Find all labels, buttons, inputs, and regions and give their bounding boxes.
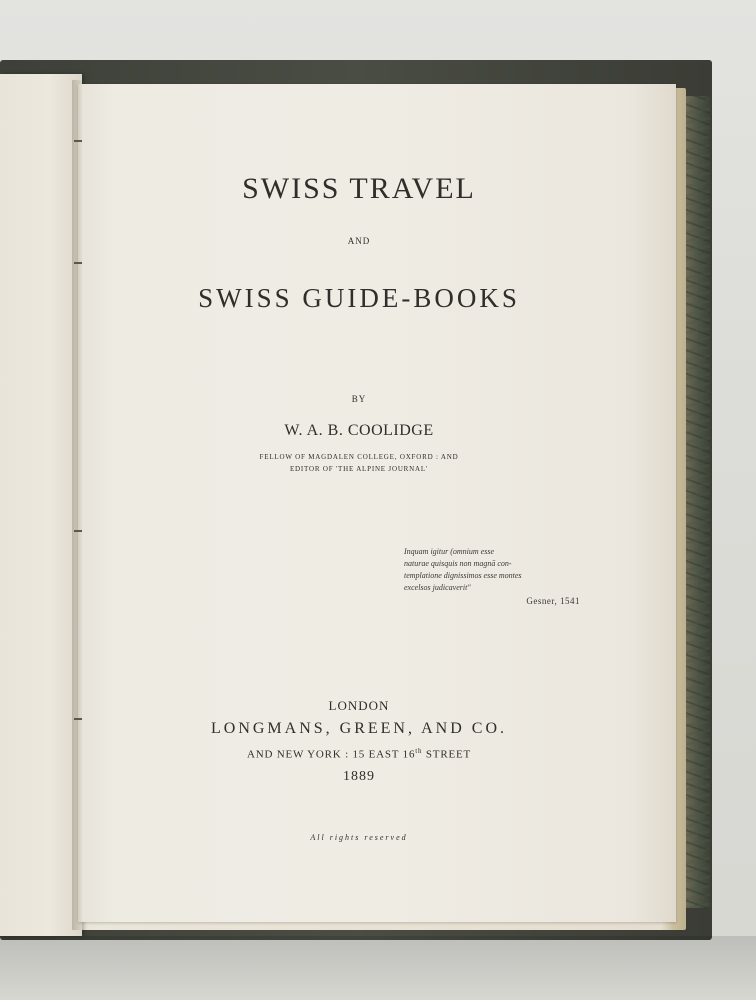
- author-name: W. A. B. COOLIDGE: [284, 422, 434, 439]
- title-line-2: SWISS GUIDE-BOOKS: [198, 283, 520, 313]
- rights-notice: All rights reserved: [310, 833, 408, 842]
- epigraph-line: Inquam igitur (omnium esse: [404, 547, 494, 556]
- publisher-name: LONGMANS, GREEN, AND CO.: [210, 720, 507, 737]
- binding-stitch: [74, 262, 82, 264]
- by-line: BY: [351, 394, 367, 404]
- epigraph-line: naturae quisquis non magnā con-: [404, 559, 512, 568]
- address-suffix: STREET: [422, 748, 472, 761]
- affiliation-line-1: FELLOW OF MAGDALEN COLLEGE, OXFORD : AND: [259, 453, 459, 461]
- affiliation-line-2: EDITOR OF 'THE ALPINE JOURNAL': [289, 465, 428, 473]
- address-ordinal: th: [415, 747, 423, 755]
- table-surface: [0, 936, 756, 1000]
- epigraph-line: templatione dignissimos esse montes: [404, 571, 522, 580]
- epigraph-line: excelsos judicaverit": [404, 583, 471, 592]
- address-prefix: AND NEW YORK : 15 EAST 16: [246, 748, 416, 761]
- publisher-address: [60, 747, 658, 761]
- author-affiliation: [60, 451, 658, 475]
- title-line-1: SWISS TRAVEL: [242, 172, 476, 205]
- epigraph-attribution: Gesner, 1541: [526, 596, 580, 606]
- book-gutter: [72, 80, 82, 930]
- publication-year: 1889: [343, 769, 375, 784]
- epigraph: [404, 546, 584, 594]
- title-page: [78, 84, 676, 922]
- title-conjunction: AND: [347, 236, 371, 246]
- binding-stitch: [74, 140, 82, 142]
- binding-stitch: [74, 530, 82, 532]
- publication-place: LONDON: [328, 698, 390, 713]
